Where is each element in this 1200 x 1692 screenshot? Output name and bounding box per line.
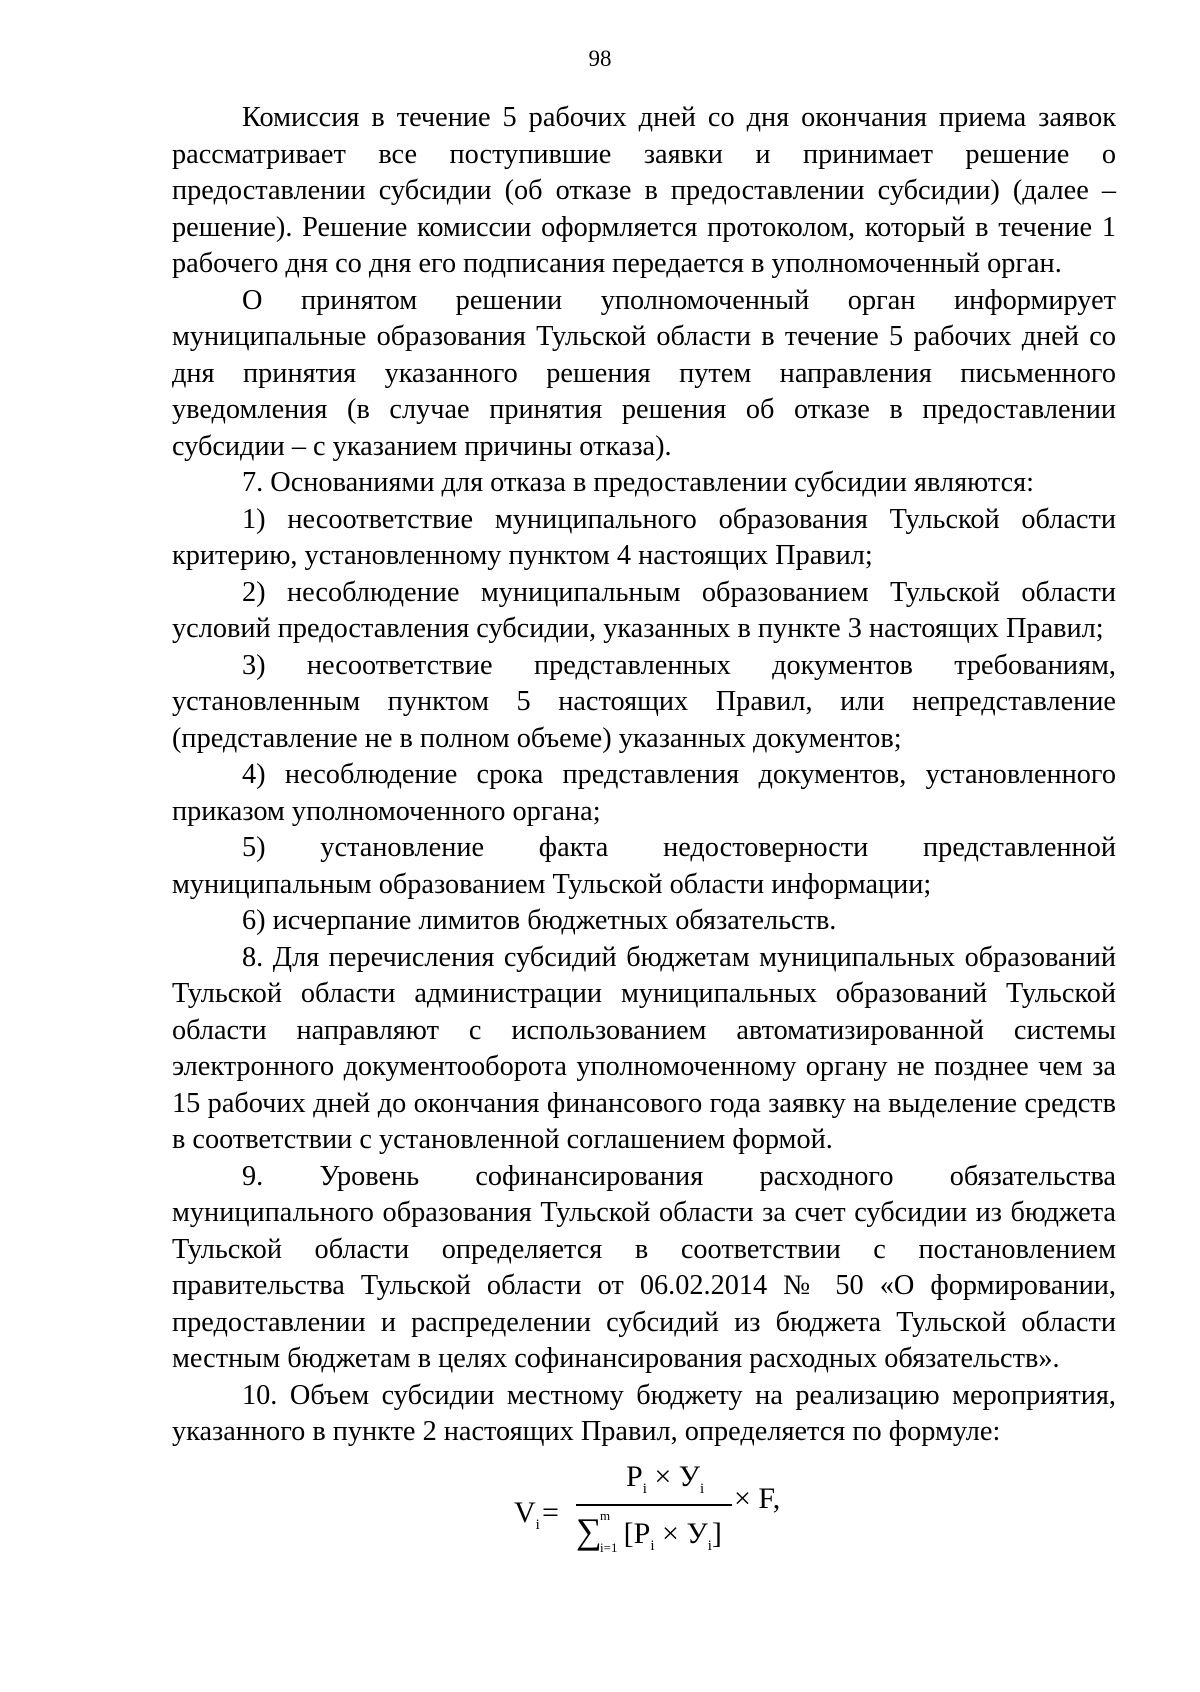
- formula-fraction-bar: [576, 1504, 732, 1506]
- list-item-4: 4) несоблюдение срока представления документов, установленного приказом уполномоченного органа;: [172, 759, 1116, 827]
- formula-numerator: $P_i \times У_i$: [626, 1460, 705, 1497]
- paragraph-commission-decision: Комиссия в течение 5 рабочих дней со дня окончания приема заявок рассматривает все поступившие заявки и принимает решение о предоставлении субсидии (об отказе в предоставлении субсидии) (далее – решение). Решение комиссии оформляется протоколом, который в течение 1 рабочего дня со дня его подписания передается в уполномоченный орган.: [172, 102, 1116, 279]
- paragraph-8-transfer: 8. Для перечисления субсидий бюджетам муниципальных образований Тульской области администрации муниципальных образований Тульской области направляют с использованием автоматизированной системы электронного документооборота уполномоченному органу не позднее чем за 15 рабочих дней до окончания финансового года заявку на выделение средств в соответствии с установленной соглашением формой.: [172, 941, 1116, 1155]
- list-item-5: 5) установление факта недостоверности представленной муниципальным образованием Тульской области информации;: [172, 832, 1116, 900]
- list-item-3: 3) несоответствие представленных документов требованиям, установленным пунктом 5 настоящих Правил, или непредставление (представление не в полном объеме) указанных документов;: [172, 649, 1116, 754]
- document-body: [172, 100, 1116, 1451]
- formula-denominator: ∑ m i=1 $[P_i \times У_i]$: [576, 1508, 722, 1555]
- paragraph-10-formula-intro: 10. Объем субсидии местному бюджету на реализацию мероприятия, указанного в пункте 2 настоящих Правил, определяется по формуле:: [172, 1379, 1116, 1447]
- page-number: 98: [588, 46, 612, 71]
- formula-equals: =: [542, 1496, 559, 1529]
- paragraph-notification: О принятом решении уполномоченный орган информирует муниципальные образования Тульской области в течение 5 рабочих дней со дня принятия указанного решения путем направления письменного уведомления (в случае принятия решения об отказе в предоставлении субсидии – с указанием причины отказа).: [172, 284, 1116, 462]
- subsidy-formula: [500, 1460, 860, 1570]
- formula-tail: × F,: [734, 1482, 781, 1515]
- list-item-6: 6) исчерпание лимитов бюджетных обязательств.: [242, 905, 837, 936]
- paragraph-7-refusal-grounds: 7. Основаниями для отказа в предоставлении субсидии являются:: [242, 467, 1035, 498]
- list-item-1: 1) несоответствие муниципального образования Тульской области критерию, установленному пунктом 4 настоящих Правил;: [172, 503, 1116, 571]
- formula-lhs: $V_i$: [514, 1496, 540, 1533]
- list-item-2: 2) несоблюдение муниципальным образованием Тульской области условий предоставления субсидии, указанных в пункте 3 настоящих Правил;: [172, 576, 1116, 644]
- paragraph-9-cofinancing: 9. Уровень софинансирования расходного обязательства муниципального образования Тульской области за счет субсидии из бюджета Тульской области определяется в соответствии с постановлением правительства Тульской области от 06.02.2014 № 50 «О формировании, предоставлении и распределении субсидий из бюджета Тульской области местным бюджетам в целях софинансирования расходных обязательств».: [172, 1160, 1116, 1374]
